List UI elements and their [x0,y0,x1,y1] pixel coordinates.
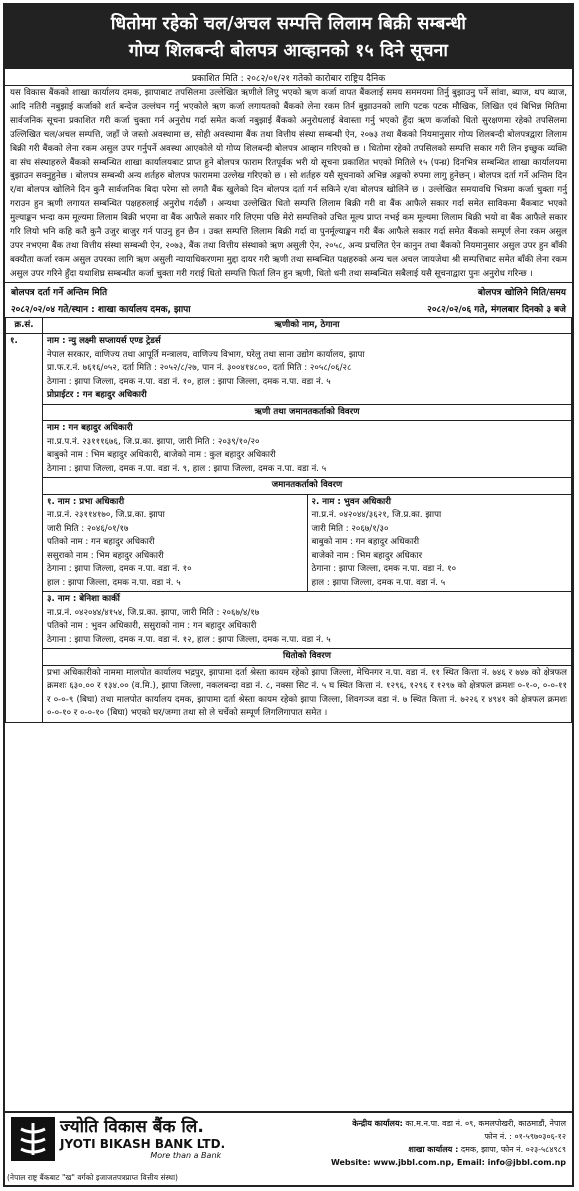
hq-phone: फोन नं. : ०१-५९७०३०६-१२ [484,1132,566,1141]
borrower-registry: नेपाल सरकार, वाणिज्य तथा आपूर्ति मन्त्रालय, वाणिज्य विभाग, घरेलु तथा साना उद्योग कार्यालय, झापा [47,349,365,360]
surety-2-citizenship: ना.प्र.नं. ०४२०४४/३६२१, जि.प्र.का. झापा [311,510,442,521]
guarantor-citizenship: ना.प्र.प.नं. २३१११६७६, जि.प्र.का. झापा, जारी मिति : २०३९/१०/२० [47,436,260,447]
opening-date-label: बोलपत्र खोलिने मिति/समय [477,287,566,298]
guarantor-address: ठेगाना : झापा जिल्ला, दमक न.पा. वडा नं. ९, हाल : झापा जिल्ला, दमक न.पा. वडा नं. ५ [47,463,327,474]
guarantor-details [43,421,572,478]
surety-1-husband: पतिको नाम : गन बहादुर अधिकारी [47,537,155,548]
sn-header: क्र.सं. [6,317,43,334]
borrower-address: ठेगाना : झापा जिल्ला, दमक न.पा. वडा नं. १०, हाल : झापा जिल्ला, दमक न.पा. वडा नं. ५ [47,376,331,387]
notice-header [5,5,572,69]
publish-line: प्रकाशित मिति : २०८२/०१/२१ गतेको कारोबार राष्ट्रिय दैनिक [5,69,572,86]
sureties-table [43,495,571,649]
surety-1-citizenship: ना.प्र.नं. २३११४१७०, जि.प्र.का. झापा [47,510,165,521]
surety-1-name: १. नाम : प्रभा अधिकारी [47,496,125,507]
notice-body: यस विकास बैंकको शाखा कार्यालय दमक, झापाबाट तपसिलमा उल्लेखित ऋणीले लिएु भएको ऋण कर्जा वापत बैंकलाई समय सममयमा तिर्नु बुझाउनु पर्ने सांवा, ब्याज, थप ब्याज, आदि नतिरी नबुझाई कर्जाको शर्त बन्देज उल्लंघन गर्नु भएकोले ऋण कर्जा लगायतको बैंकको लेना रकम तिर्न बुझाउनको लागि पटक पटक मौखिक, लिखित एवं बिभिन्न मितिमा सार्वजनिक सूचना प्रकाशित गरी कर्जा चुक्ता गर्न अनुरोध गर्दा समेत कर्जा नबुझाई बैंकको अनुरोधलाई बेवास्ता गर्नु भएको हुँदा ऋण कर्जाको धितो सुरक्षणमा रहेको तपसिलमा उल्लिखित चल/अचल सम्पत्ति, जहाँ जे जस्तो अवस्थामा छ, सोही अवस्थामा बैंक तथा वित्तीय संस्था सम्बन्धी ऐन, २०७३ तथा बैंकको नियमानुसार गोप्य शिलबन्दी बोलपत्रद्वारा लिलाम बिक्री गरी बैंकको लेना रकम असुल उपर गर्नुपर्ने अवस्था आएकोले यो गोप्य शिलबन्दी बोलपत्र आव्हान गरिएको छ । धितोमा रहेको तपसिलको सम्पत्ति सकार गरी लिन इच्छुक व्यक्ति वा संघ संस्थाहरुले बैंकको सम्बन्धित शाखा कार्यालयबाट प्राप्त हुने बोलपत्र फाराम रितपूर्वक भरी यो सूचना प्रकाशित भएको मितिले १५ (पन्ध्र) दिनभित्र सम्बन्धित शाखा कार्यालयमा बुझाउन सक्नुहुनेछ । बोलपत्र सम्बन्धी अन्य शर्तहरु बोलपत्र फाराममा उल्लेख गरिएको छ । सो शर्तहरु यसै सूचनाको अभिन्न अङ्गको रुपमा लागु हुनेछन् । बोलपत्र दर्ता गर्ने अन्तिम दिन र/वा बोलपत्र खोलिने दिन कुनै सार्वजनिक बिदा परेमा सो लगतै बैंक खुलेको दिन बोलपत्र दर्ता गर्न सकिने र/वा बोलपत्र खोलिने छ । उल्लेखित समयावधि भित्रमा कर्जा चुक्ता गर्नु गराउन हुन ऋणी लगायत सम्बन्धित पक्षहरुलाई अनुरोध गर्दछौं । अन्यथा उल्लेखित धितो सम्पत्ति लिलाम बिक्री गरी वा बैंक आफैले सकार गर्दा समेत साविकमा बैंकबाट भएको मुल्याङ्कन भन्दा कम मूल्यमा लिलाम बिक्री भएमा वा बैंक आफैले सकार गरि लिएमा पछि मेरो सम्पत्तिको उचित मूल्य प्राप्त नभई कम मूल्यमा लिलाम बिक्री भयो वा बैंक आफैले सकार गरि लियो भनि कहि कतै कुनै उजुर बाजुर गर्न पाउनु हुन छैन । उक्त सम्पत्ति लिलाम बिक्री गर्दा वा पुनर्मूल्याङ्कन गरी बैंक आफैले सकार गर्दा समेत बैंकको सम्पूर्ण लेना रकम असुल उपर नभएमा बैंक तथा वित्तीय संस्था सम्बन्धी ऐन, २०७३, बैंक तथा वित्तीय संस्थाको ऋण असुली ऐन, २०५८, अन्य प्रचलित ऐन कानुन तथा बैंकको नियमानुसार असुल उपर हुन बाँकी बक्यौता कर्जा रकम असुल उपरका लागि ऋण असुली न्यायाधिकरणमा मुद्दा दायर गरी ऋणी तथा सम्बन्धित पक्षहरुको अन्य चल अचल जायजेथा श्री सम्पत्तिबाट समेत बाँकी लेना रकम असुल उपर गरिने हुँदा यथाशिघ्र सम्बन्धीत कर्जा चुक्ता गरी गराई धितो सम्पत्ति फिर्ता लिन हुन ऋणी, धितो धनी तथा सम्बन्धित सबैलाई यसै सूचनाद्वारा पुनः अनुरोध गरिन्छ । [10,88,567,279]
surety-2-name: २. नाम : भुवन अधिकारी [311,496,392,507]
surety-1 [43,495,307,592]
branch-label: शाखा कार्यालय : [408,1145,459,1154]
guarantor-header: ऋणी तथा जमानतकर्ताको विवरण [43,404,572,421]
notice-frame [3,3,574,1187]
borrower-name: नाम : न्यु लक्ष्मी सप्लायर्स एण्ड ट्रेडर्स [47,336,161,347]
bank-tagline: More than a Bank [150,1151,222,1160]
surety-3-family: पतिको नाम : भुवन अधिकारी, ससुराको नाम : गन बहादुर अधिकारी [47,621,257,632]
surety-3-address: ठेगाना : झापा जिल्ला, दमक न.पा. वडा नं. १२, हाल : झापा जिल्ला, दमक न.पा. वडा नं. ५ [47,634,331,645]
guarantor-name: नाम : गन बहादुर अधिकारी [47,423,133,434]
surety-2-grandfather: बाजेको नाम : भिम बहादुर अधिकार [311,550,423,561]
borrower-details [43,334,572,405]
sureties-cell [43,494,572,649]
surety-1-address: ठेगाना : झापा जिल्ला, दमक न.पा. वडा नं. १० [47,564,192,575]
serial-number: १. [6,334,43,723]
surety-3 [43,592,571,649]
license-note: (नेपाल राष्ट्र बैंकबाट "ख" वर्गको इजाजतपत्रप्राप्त वित्तीय संस्था) [7,1173,178,1182]
branch-address: दमक, झापा, फोन नं. ०२३-५८४९८९ [460,1145,566,1154]
bank-address-block [240,1113,572,1185]
registration-deadline-label: बोलपत्र दर्ता गर्ने अन्तिम मिति [11,287,108,298]
surety-2-issue-date: जारी मिति : २०६७/१/३० [311,523,389,534]
surety-2-father: बाबुको नाम : गन बहादुर अधिकारी [311,537,420,548]
borrower-header: ऋणीको नाम, ठेगाना [43,317,572,334]
surety-3-name: ३. नाम : बेनिशा कार्की [47,594,120,605]
bank-logo-icon [11,1117,55,1161]
website-email[interactable]: Website: www.jbbl.com.np, Email: info@jbbl.com.np [330,1158,566,1167]
details-table [5,317,572,723]
surety-2-address: ठेगाना : झापा जिल्ला, दमक न.पा. वडा नं. १० [311,564,457,575]
surety-2-current-address: हाल : झापा जिल्ला, दमक न.पा. वडा नं. ५ [311,577,446,588]
collateral-header: धितोको विवरण [43,649,572,666]
date-values-row [5,300,572,317]
hq-label: केन्द्रीय कार्यालय: [352,1119,403,1128]
surety-1-father-in-law: ससुराको नाम : भिम बहादुर अधिकारी [47,550,164,561]
surety-1-issue-date: जारी मिति : २०४६/०१/१७ [47,523,129,534]
guarantor-family: बाबुको नाम : भिम बहादुर अधिकारी, बाजेको नाम : कुल बहादुर अधिकारी [47,450,276,461]
bank-name-nepali: ज्योति विकास बैंक लि. [60,1117,204,1137]
hq-address: का.म.न.पा. वडा नं. ०९, कमलपोखरी, काठमाडौं, नेपाल [405,1119,566,1128]
bank-logo-block [5,1113,240,1185]
footer [5,1111,572,1185]
title-line-1: धितोमा रहेको चल/अचल सम्पत्ति लिलाम बिक्री सम्बन्धी [110,14,467,34]
collateral-details: प्रभा अधिकारीको नाममा मालपोत कार्यालय भद्रपुर, झापामा दर्ता श्रेस्ता कायम रहेको झापा जिल्ला, मेचिनगर न.पा. वडा नं. ११ स्थित कित्ता नं. ७४६ र ७४७ को क्षेत्रफल क्रमशः ६३०.०० र १३४.०० (व.मि.), झापा जिल्ला, नकलबन्दा वडा नं. ८, नक्सा सिट नं. ५ घ स्थित कित्ता नं. १२९६, १२९६ र १२९७ को क्षेत्रफल क्रमशः ०-१-०, ०-०-११ र ०-०-९ (बिघा) तथा मालपोत कार्यालय दमक, झापामा दर्ता श्रेस्ता कायम रहेको झापा जिल्ला, शिवगञ्ज वडा नं. ७ स्थित कित्ता नं. ७२२६ र ४९४१ को क्षेत्रफल क्रमशः ०-०-१० र ०-०-१० (बिघा) भएको घर/जग्गा तथा सो ले चर्चेको सम्पूर्ण लिगलिगापात समेत । [43,665,572,722]
registration-deadline-value: २०८२/०२/०४ गते/स्थान : शाखा कार्यालय दमक, झापा [11,304,191,315]
surety-1-current-address: हाल : झापा जिल्ला, दमक न.पा. वडा नं. ५ [47,577,181,588]
surety-2 [307,495,571,592]
title-line-2: गोप्य शिलबन्दी बोलपत्र आव्हानको १५ दिने सूचना [128,41,449,61]
bank-name-english: JYOTI BIKASH BANK LTD. [60,1137,226,1151]
sureties-header: जमानतकर्ताको विवरण [43,478,572,495]
borrower-reg-numbers: प्रा.फ.र.नं. ७६१६/०५२, दर्ता मिति : २०५२/८/२७, पान नं. ३००४१४८००, दर्ता मिति : २०५८/०६/२८ [47,363,352,374]
opening-date-value: २०८२/०२/०६ गते, मंगलबार दिनको ३ बजे [427,304,566,315]
surety-3-citizenship: ना.प्र.नं. ०४२०४४/४१५४, जि.प्र.का. झापा, जारी मिति : २०६७/४/१७ [47,607,260,618]
borrower-proprietor: प्रोप्राईटर : गन बहादुर अधिकारी [47,390,147,401]
date-labels-row [5,282,572,300]
